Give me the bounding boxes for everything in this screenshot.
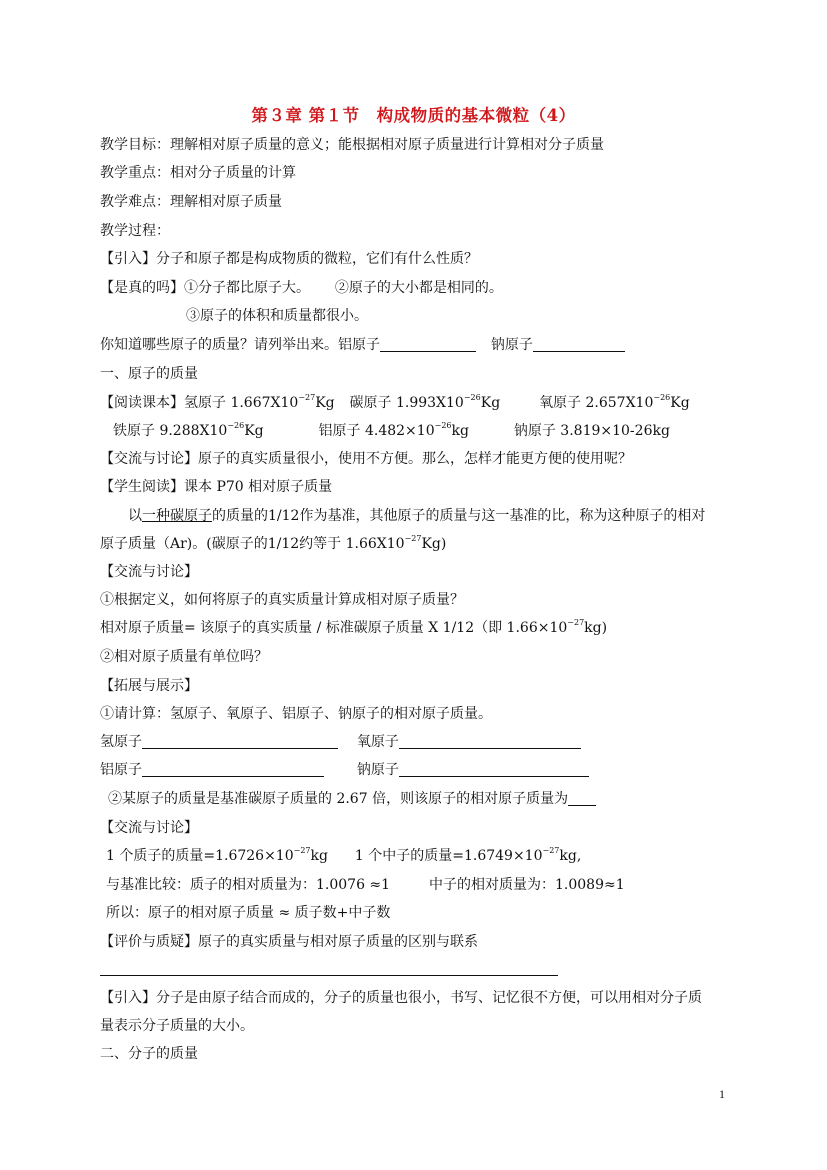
teaching-key-point: 教学重点：相对分子质量的计算 — [100, 165, 296, 181]
section-atom-mass: 一、原子的质量 — [100, 366, 198, 382]
aluminium-label: 铝原子 — [100, 762, 142, 778]
oxygen-answer-blank[interactable] — [399, 734, 581, 749]
discussion-2-heading: 【交流与讨论】 — [100, 564, 198, 580]
ratio-question: ②某原子的质量是基准碳原子质量的 2.67 倍，则该原子的相对原子质量为 — [108, 790, 596, 808]
proton-neutron-mass — [106, 847, 581, 865]
intro-2-line-1: 【引入】分子是由原子结合而成的，分子的质量也很小，书写、记忆很不方便，可以用相对分子质 — [100, 990, 702, 1006]
carbon-mass: 碳原子 $1.993X10^{-26}Kg$ — [349, 393, 501, 411]
oxygen-mass: 氧原子 $2.657X10^{-26}Kg$ — [539, 393, 690, 411]
sodium-calc-label: 钠原子 — [356, 762, 399, 778]
intro-question: 【引入】分子和原子都是构成物质的微粒，它们有什么性质？ — [100, 251, 478, 267]
evaluation-question: 【评价与质疑】原子的真实质量与相对原子质量的区别与联系 — [100, 934, 478, 950]
sodium-answer-blank[interactable] — [399, 762, 589, 777]
aluminium-blank[interactable] — [380, 337, 476, 352]
definition-line-1: 以一种碳原子的质量的1/12作为基准，其他原子的质量与这一基准的比，称为这种原子的相对 — [128, 508, 706, 524]
calc-row-2 — [100, 761, 589, 779]
relative-mass-comparison — [106, 876, 625, 894]
discussion-3-heading: 【交流与讨论】 — [100, 820, 198, 836]
known-masses-text: 你知道哪些原子的质量？请列举出来。铝原子 — [100, 337, 380, 353]
proton-relative-mass: 与基准比较：质子的相对质量为：1.0076 ≈1 — [106, 877, 391, 893]
page-number: 1 — [719, 1087, 725, 1101]
sodium-blank[interactable] — [533, 337, 625, 352]
discussion-1: 【交流与讨论】原子的真实质量很小，使用不方便。那么，怎样才能更方便的使用呢？ — [100, 451, 632, 467]
iron-mass: 铁原子 $9.288X10^{-26}Kg$ — [113, 421, 264, 439]
aluminium-mass: 铝原子 $4.482\times 10^{-26}kg$ — [318, 421, 469, 439]
neutron-relative-mass: 中子的相对质量为：1.0089≈1 — [428, 877, 625, 893]
calc-row-1 — [100, 733, 581, 751]
reading-masses-row-2 — [113, 422, 670, 440]
divider-line — [100, 975, 558, 976]
section-molecule-mass: 二、分子的质量 — [100, 1046, 198, 1062]
known-masses-question — [100, 336, 625, 354]
definition-line-2: 原子质量（Ar)。(碳原子的1/12约等于 $1.66X10^{-27}Kg$) — [100, 534, 447, 552]
ratio-answer-blank[interactable] — [568, 791, 596, 806]
aluminium-answer-blank[interactable] — [142, 762, 324, 777]
sodium-label: 钠原子 — [490, 337, 533, 353]
reading-label: 【阅读课本】 — [100, 395, 184, 411]
sodium-mass: 钠原子 3.819×10-26kg — [513, 423, 670, 439]
relative-mass-formula: 相对原子质量= 该原子的真实质量 / 标准碳原子质量 X 1/12（即 $1.66\times 10^{-27}kg$) — [100, 618, 608, 636]
calculation-prompt: ①请计算：氢原子、氧原子、铝原子、钠原子的相对原子质量。 — [100, 706, 492, 722]
page-title: 第３章 第１节 构成物质的基本微粒（4） — [251, 106, 576, 125]
proton-mass: 1 个质子的质量$=1.6726\times 10^{-27}kg$ — [106, 846, 328, 864]
expand-heading: 【拓展与展示】 — [100, 678, 198, 694]
teaching-goal: 教学目标：理解相对原子质量的意义；能根据相对原子质量进行计算相对分子质量 — [100, 137, 604, 153]
hydrogen-mass: 氢原子 $1.667X10^{-27}Kg$ — [184, 393, 335, 411]
oxygen-label: 氧原子 — [356, 734, 399, 750]
true-or-false-item-1: 【是真的吗】①分子都比原子大。 — [100, 280, 310, 296]
true-or-false-item-3: ③原子的体积和质量都很小。 — [186, 308, 368, 324]
neutron-mass: 1 个中子的质量$=1.6749\times 10^{-27}kg$, — [354, 846, 582, 864]
question-1: ①根据定义，如何将原子的真实质量计算成相对原子质量？ — [100, 592, 464, 608]
student-reading: 【学生阅读】课本 P70 相对原子质量 — [100, 479, 333, 495]
reading-masses-row-1 — [100, 394, 690, 412]
teaching-process-heading: 教学过程： — [100, 223, 170, 239]
true-or-false-line — [100, 279, 503, 297]
hydrogen-label: 氢原子 — [100, 734, 142, 750]
intro-2-line-2: 量表示分子质量的大小。 — [100, 1018, 254, 1034]
conclusion: 所以：原子的相对原子质量 ≈ 质子数+中子数 — [106, 905, 391, 921]
teaching-difficulty: 教学难点：理解相对原子质量 — [100, 194, 282, 210]
question-2: ②相对原子质量有单位吗？ — [100, 649, 268, 665]
underlined-carbon-atom: 一种碳原子 — [142, 508, 212, 524]
true-or-false-item-2: ②原子的大小都是相同的。 — [334, 280, 503, 296]
hydrogen-answer-blank[interactable] — [142, 734, 338, 749]
